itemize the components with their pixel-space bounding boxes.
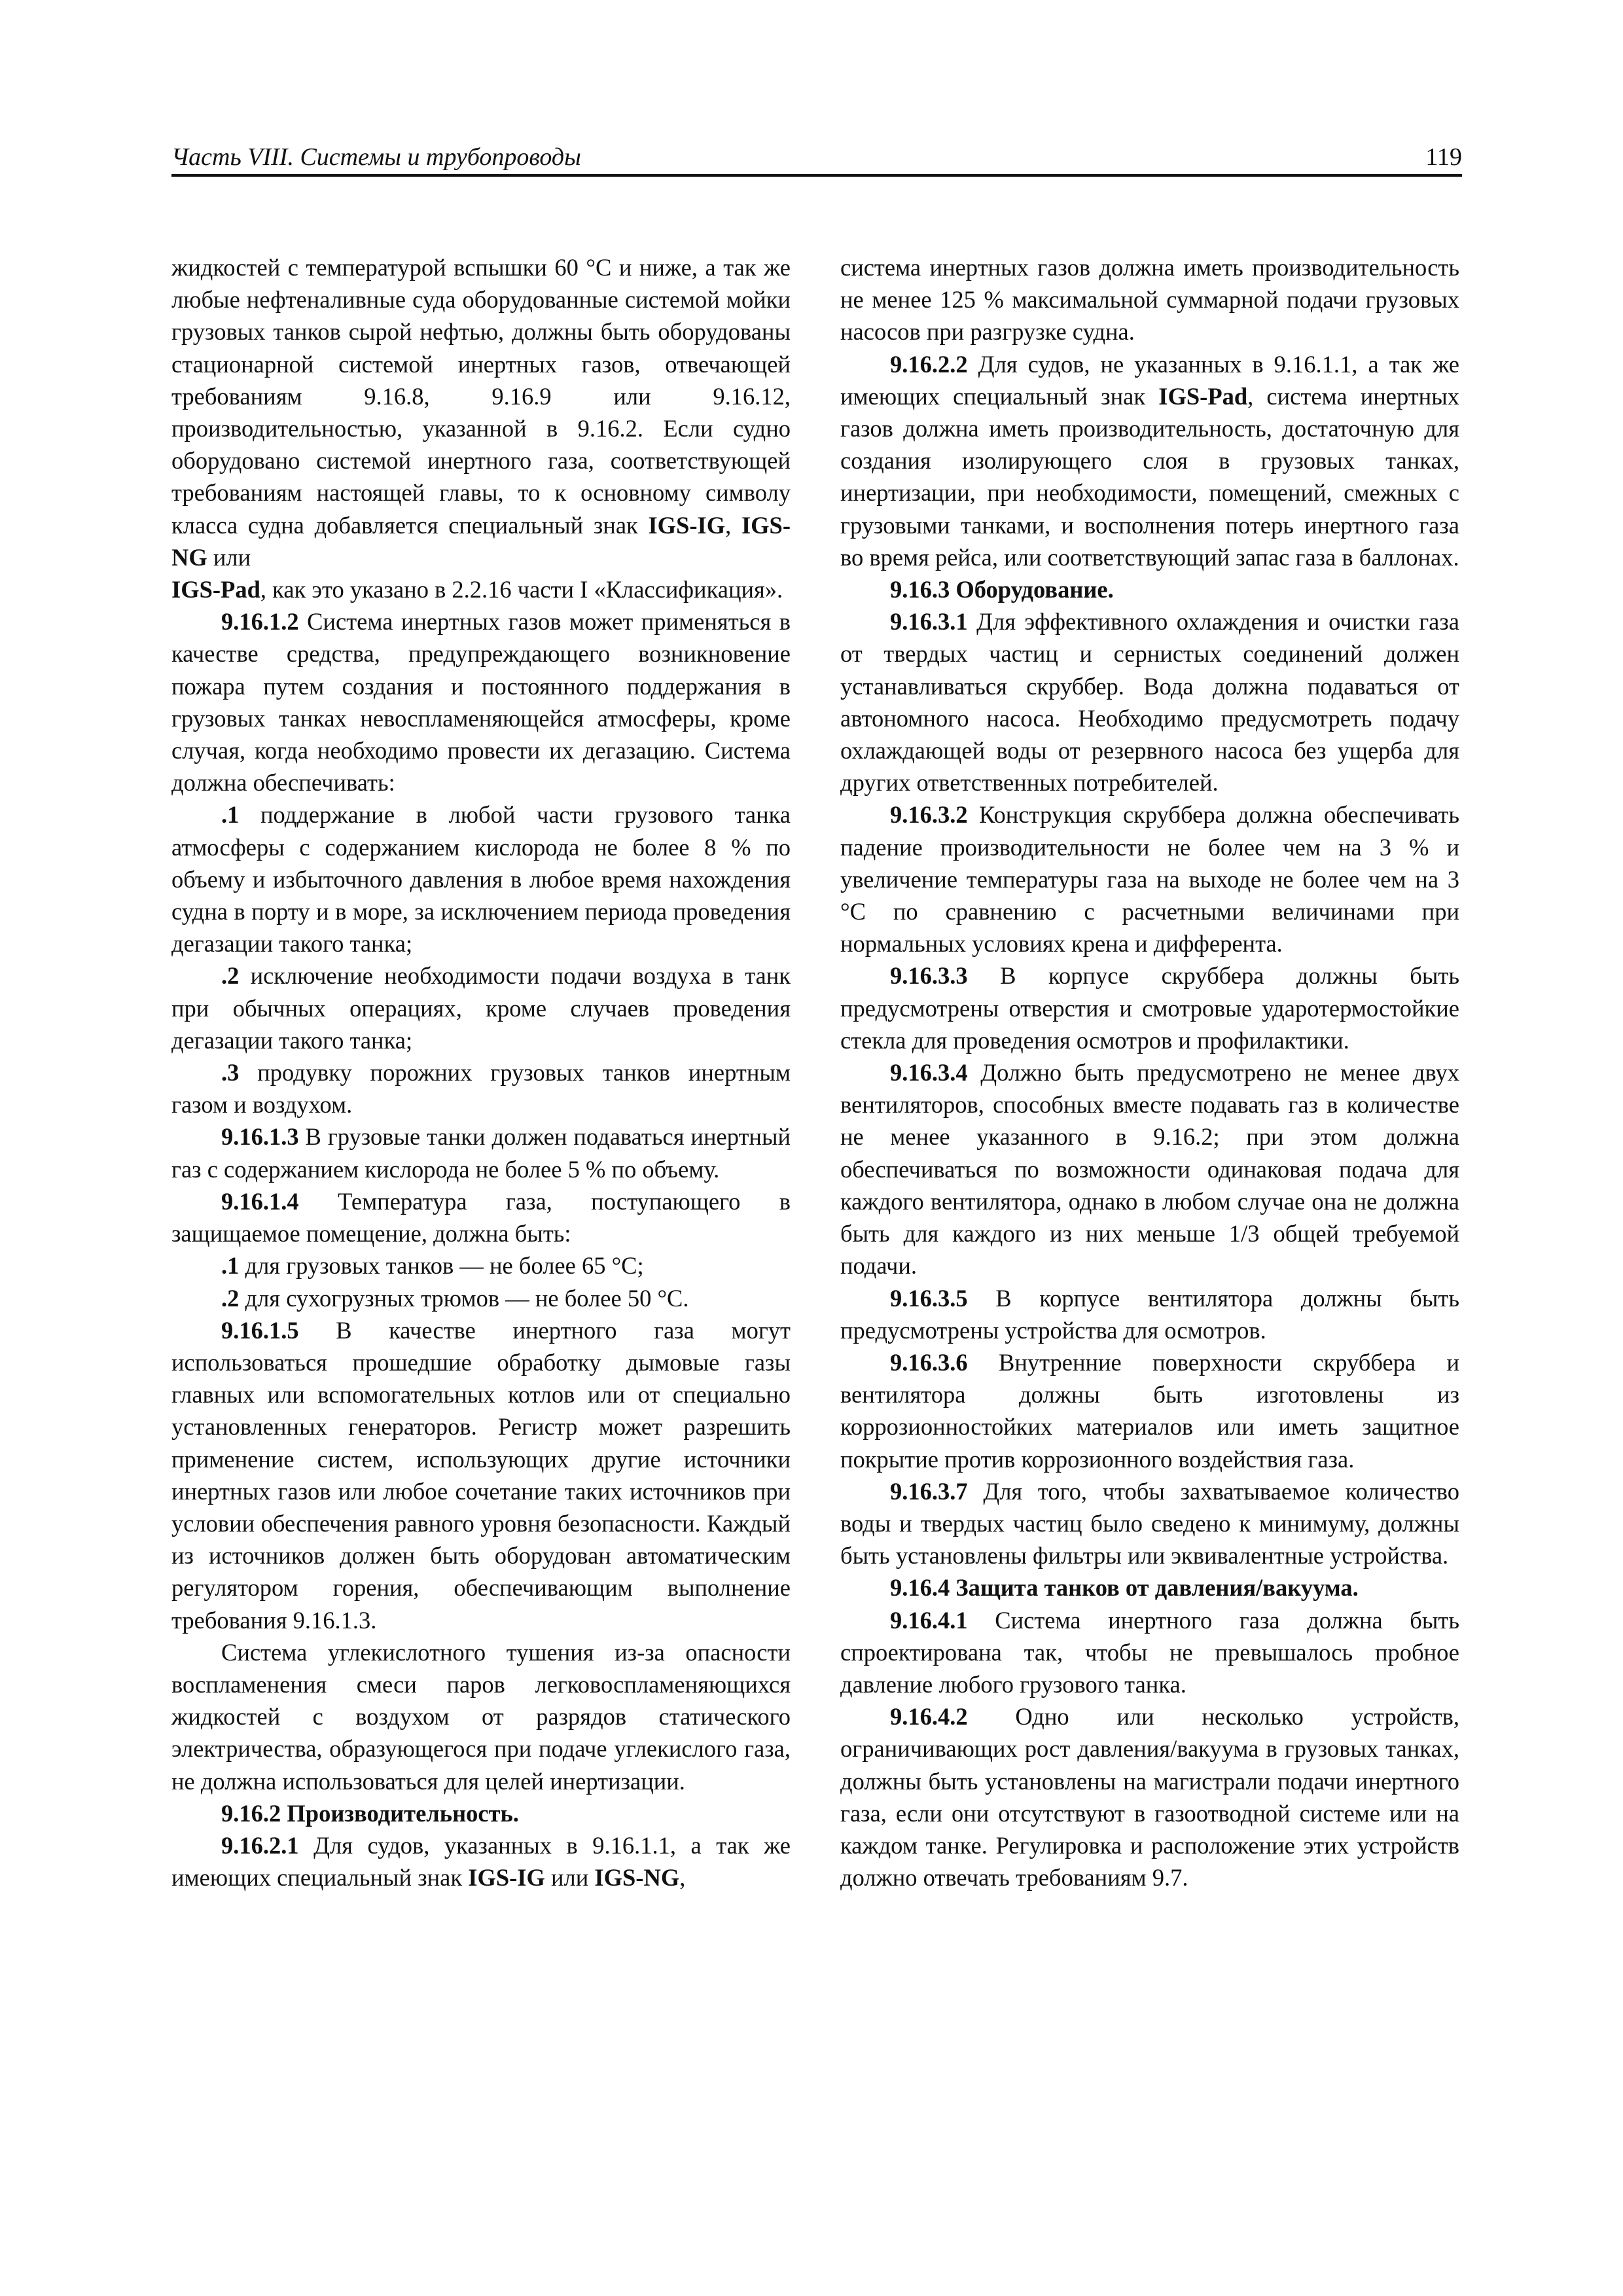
paragraph: Система углекислотного тушения из-за опасности воспламенения смеси паров легковоспламеняющихся жидкостей с воздухом от разрядов статического электричества, образующегося при подаче углекислого газа, не должна использоваться для целей инертизации. bbox=[171, 1638, 791, 1795]
paragraph: 9.16.3.3 В корпусе скруббера должны быть предусмотрены отверстия и смотровые ударотермостойкие стекла для проведения осмотров и профилактики. bbox=[840, 962, 1459, 1054]
clause-number: 9.16.4.2 bbox=[890, 1703, 968, 1731]
item-number: .2 bbox=[221, 1284, 240, 1312]
section-heading: 9.16.3 Оборудование. bbox=[890, 576, 1114, 603]
list-item: .2 для сухогрузных трюмов — не более 50 °С. bbox=[221, 1284, 689, 1312]
item-number: .3 bbox=[221, 1059, 240, 1086]
clause-number: 9.16.3.7 bbox=[890, 1477, 968, 1505]
paragraph: система инертных газов должна иметь производительность не менее 125 % максимальной суммарной подачи грузовых насосов при разгрузке судна. bbox=[840, 254, 1459, 346]
item-number: .1 bbox=[221, 801, 240, 829]
list-item: .1 для грузовых танков — не более 65 °С; bbox=[221, 1252, 644, 1280]
running-title: Часть VIII. Системы и трубопроводы bbox=[171, 143, 581, 171]
section-heading: 9.16.4 Защита танков от давления/вакуума. bbox=[890, 1574, 1359, 1602]
list-item: .1 поддержание в любой части грузового танка атмосферы с содержанием кислорода не более 8 % по объему и избыточного давления в любое время нахождения судна в порту и в море, за исключением периода проведения дегазации такого танка; bbox=[171, 801, 791, 958]
item-number: .1 bbox=[221, 1252, 240, 1280]
list-item: .2 исключение необходимости подачи воздуха в танк при обычных операциях, кроме случаев проведения дегазации такого танка; bbox=[171, 962, 791, 1054]
paragraph: 9.16.1.5 В качестве инертного газа могут использоваться прошедшие обработку дымовые газы главных или вспомогательных котлов или от специально установленных генераторов. Регистр может разрешить применение систем, использующих другие источники инертных газов или любое сочетание таких источников при условии обеспечения равного уровня безопасности. Каждый из источников должен быть оборудован автоматическим регулятором горения, обеспечивающим выполнение требования 9.16.1.3. bbox=[171, 1316, 791, 1634]
clause-number: 9.16.2.1 bbox=[221, 1831, 299, 1859]
list-item: .3 продувку порожних грузовых танков инертным газом и воздухом. bbox=[171, 1059, 791, 1119]
paragraph: 9.16.3.2 Конструкция скруббера должна обеспечивать падение производительности не более чем на 3 % и увеличение температуры газа на выходе не более чем на 3 °С по сравнению с расчетными величинами при нормальных условиях крена и дифферента. bbox=[840, 801, 1459, 958]
left-column bbox=[171, 251, 791, 1893]
clause-number: 9.16.3.3 bbox=[890, 962, 968, 990]
page-header bbox=[171, 137, 1462, 177]
paragraph: 9.16.3.4 Должно быть предусмотрено не менее двух вентиляторов, способных вместе подавать газ в количестве не менее указанного в 9.16.2; при этом должна обеспечиваться по возможности одинаковая подача для каждого вентилятора, однако в любом случае она не должна быть для каждого из них меньше 1/3 общей требуемой подачи. bbox=[840, 1059, 1459, 1280]
clause-number: 9.16.2.2 bbox=[890, 350, 968, 378]
page-number: 119 bbox=[1425, 143, 1462, 171]
paragraph: 9.16.2.2 Для судов, не указанных в 9.16.1.1, а так же имеющих специальный знак IGS-Pad, система инертных газов должна иметь производительность, достаточную для создания изолирующего слоя в грузовых танках, инертизации, при необходимости, помещений, смежных с грузовыми танками, и восполнения потерь инертного газа во время рейса, или соответствующий запас газа в баллонах. bbox=[840, 350, 1460, 571]
clause-number: 9.16.3.2 bbox=[890, 801, 968, 829]
paragraph: 9.16.3.1 Для эффективного охлаждения и очистки газа от твердых частиц и сернистых соединений должен устанавливаться скруббер. Вода должна подаваться от автономного насоса. Необходимо предусмотреть подачу охлаждающей воды от резервного насоса без ущерба для других ответственных потребителей. bbox=[840, 608, 1459, 797]
paragraph: жидкостей с температурой вспышки 60 °С и ниже, а так же любые нефтеналивные суда оборудованные системой мойки грузовых танков сырой нефтью, должны быть оборудованы стационарной системой инертных газов, отвечающей требованиям 9.16.8, 9.16.9 или 9.16.12, производительностью, указанной в 9.16.2. Если судно оборудовано системой инертного газа, соответствующей требованиям настоящей главы, то к основному символу класса судна добавляется специальный знак IGS-IG, IGS-NG или IGS-Pad, как это указано в 2.2.16 части I «Классификация». bbox=[171, 254, 791, 603]
item-number: .2 bbox=[221, 962, 240, 990]
right-column bbox=[840, 251, 1459, 1893]
clause-number: 9.16.1.5 bbox=[221, 1316, 299, 1344]
clause-number: 9.16.3.4 bbox=[890, 1059, 968, 1086]
paragraph: 9.16.4.1 Система инертного газа должна быть спроектирована так, чтобы не превышалось пробное давление любого грузового танка. bbox=[840, 1606, 1459, 1698]
clause-number: 9.16.1.3 bbox=[221, 1123, 299, 1151]
paragraph: 9.16.1.4 Температура газа, поступающего в защищаемое помещение, должна быть: bbox=[171, 1187, 791, 1247]
clause-number: 9.16.1.2 bbox=[221, 608, 299, 636]
clause-number: 9.16.4.1 bbox=[890, 1606, 968, 1634]
clause-number: 9.16.3.1 bbox=[890, 608, 968, 636]
paragraph: 9.16.2.1 Для судов, указанных в 9.16.1.1, а так же имеющих специальный знак IGS-IG или IGS-NG, bbox=[171, 1831, 791, 1892]
paragraph: 9.16.4.2 Одно или несколько устройств, ограничивающих рост давления/вакуума в грузовых танках, должны быть установлены на магистрали подачи инертного газа, если они отсутствуют в газоотводной системе или на каждом танке. Регулировка и расположение этих устройств должно отвечать требованиям 9.7. bbox=[840, 1703, 1459, 1892]
paragraph: 9.16.1.2 Система инертных газов может применяться в качестве средства, предупреждающего возникновение пожара путем создания и постоянного поддержания в грузовых танках невоспламеняющейся атмосферы, кроме случая, когда необходимо провести их дегазацию. Система должна обеспечивать: bbox=[171, 608, 791, 797]
header-rule bbox=[171, 174, 1462, 177]
paragraph: 9.16.1.3 В грузовые танки должен подаваться инертный газ с содержанием кислорода не более 5 % по объему. bbox=[171, 1123, 791, 1183]
section-heading: 9.16.2 Производительность. bbox=[221, 1799, 519, 1827]
paragraph: 9.16.3.7 Для того, чтобы захватываемое количество воды и твердых частиц было сведено к минимуму, должны быть установлены фильтры или эквивалентные устройства. bbox=[840, 1477, 1460, 1570]
clause-number: 9.16.1.4 bbox=[221, 1187, 299, 1215]
clause-number: 9.16.3.6 bbox=[890, 1348, 968, 1376]
paragraph: 9.16.3.5 В корпусе вентилятора должны быть предусмотрены устройства для осмотров. bbox=[840, 1284, 1459, 1344]
clause-number: 9.16.3.5 bbox=[890, 1284, 968, 1312]
paragraph: 9.16.3.6 Внутренние поверхности скруббера и вентилятора должны быть изготовлены из коррозионностойких материалов или иметь защитное покрытие против коррозионного воздействия газа. bbox=[840, 1348, 1459, 1473]
